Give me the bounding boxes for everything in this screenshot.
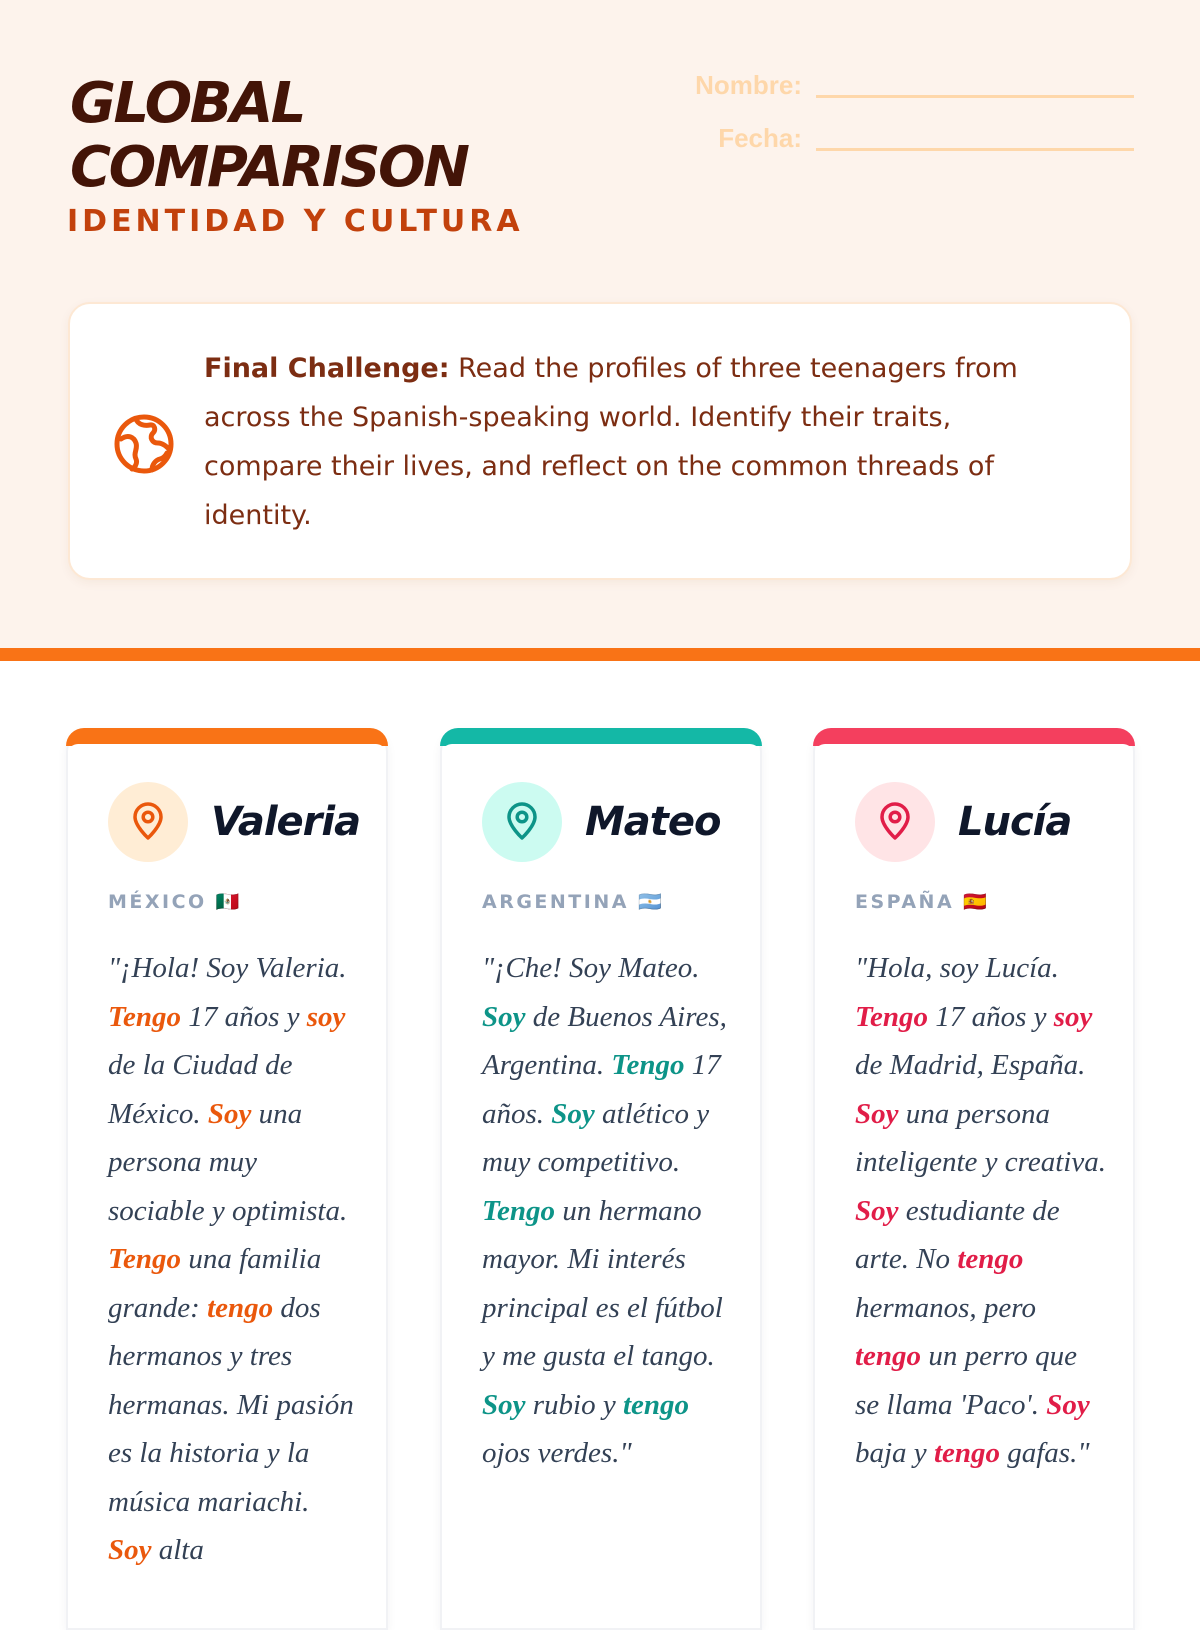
name-field[interactable] bbox=[816, 95, 1134, 98]
avatar bbox=[855, 782, 935, 862]
name-label: Nombre: bbox=[695, 70, 802, 100]
quote-text: dos hermanos y tres hermanas. Mi pasión es la historia y la música mariachi. bbox=[108, 1291, 354, 1518]
quote-text: 17 años y bbox=[928, 1000, 1054, 1033]
quote-text: gafas." bbox=[1000, 1437, 1090, 1469]
challenge-body: Read the profiles of three teenagers from across the Spanish-speaking world. Identify their traits, compare their lives, and reflect on the common threads of identity. bbox=[204, 353, 1018, 531]
quote-text: de Madrid, España. bbox=[855, 1049, 1086, 1081]
highlighted-verb: Soy bbox=[207, 1097, 252, 1130]
profile-quote bbox=[482, 944, 734, 1478]
highlighted-verb: Soy bbox=[482, 1000, 526, 1033]
highlighted-verb: Soy bbox=[855, 1194, 899, 1227]
hero-divider bbox=[0, 648, 1200, 661]
quote-text: estudiante de arte. No bbox=[855, 1194, 1060, 1275]
quote-text: un perro que se llama 'Paco'. bbox=[855, 1340, 1078, 1421]
quote-text: 17 años y bbox=[181, 1000, 307, 1033]
profile-name: Mateo bbox=[585, 799, 721, 845]
map-pin-icon bbox=[503, 802, 541, 842]
profile-name: Valeria bbox=[211, 799, 361, 845]
country-name: ESPAÑA bbox=[855, 891, 955, 913]
quote-text: hermanos, pero bbox=[855, 1291, 1036, 1324]
quote-text: "¡Hola! Soy Valeria. bbox=[108, 952, 347, 984]
date-field-row bbox=[718, 123, 1134, 153]
quote-text: atlético y muy competitivo. bbox=[482, 1097, 710, 1178]
profile-card-lucia bbox=[813, 730, 1135, 1630]
avatar bbox=[482, 782, 562, 862]
profile-card-mateo bbox=[440, 730, 762, 1630]
quote-text: baja y bbox=[855, 1437, 934, 1469]
highlighted-verb: Tengo bbox=[855, 1000, 929, 1033]
page-subtitle: IDENTIDAD Y CULTURA bbox=[67, 204, 524, 239]
map-pin-icon bbox=[876, 802, 914, 842]
quote-text: de la Ciudad de México. bbox=[108, 1049, 293, 1130]
highlighted-verb: tengo bbox=[957, 1243, 1024, 1275]
highlighted-verb: Soy bbox=[1046, 1388, 1090, 1421]
highlighted-verb: Soy bbox=[855, 1097, 899, 1130]
profile-quote bbox=[108, 944, 360, 1575]
highlighted-verb: Tengo bbox=[611, 1049, 685, 1081]
profile-card-valeria bbox=[66, 730, 388, 1630]
quote-text: alta bbox=[151, 1534, 204, 1566]
quote-text: una familia grande: bbox=[108, 1243, 322, 1324]
quote-text: de Buenos Aires, Argentina. bbox=[482, 1000, 727, 1081]
highlighted-verb: Soy bbox=[482, 1388, 526, 1421]
country-name: MÉXICO bbox=[108, 891, 207, 913]
flag-icon: 🇦🇷 bbox=[638, 891, 665, 913]
quote-text: "¡Che! Soy Mateo. bbox=[482, 952, 700, 984]
highlighted-verb: tengo bbox=[207, 1291, 274, 1324]
quote-text: rubio y bbox=[525, 1388, 623, 1421]
name-field-row bbox=[695, 70, 1134, 100]
challenge-box bbox=[68, 302, 1132, 580]
quote-text: una persona muy sociable y optimista. bbox=[108, 1097, 348, 1227]
quote-text: una persona inteligente y creativa. bbox=[855, 1097, 1106, 1178]
highlighted-verb: Soy bbox=[551, 1097, 595, 1130]
quote-text: un hermano mayor. Mi interés principal es el fútbol y me gusta el tango. bbox=[482, 1194, 723, 1372]
quote-text: ojos verdes." bbox=[482, 1437, 632, 1469]
hero-section bbox=[0, 0, 1200, 648]
highlighted-verb: tengo bbox=[622, 1388, 690, 1421]
highlighted-verb: Soy bbox=[108, 1534, 152, 1566]
flag-icon: 🇪🇸 bbox=[963, 891, 990, 913]
avatar bbox=[108, 782, 188, 862]
profile-quote bbox=[855, 944, 1107, 1478]
highlighted-verb: Tengo bbox=[108, 1000, 182, 1033]
date-label: Fecha: bbox=[718, 123, 802, 153]
globe-icon bbox=[112, 412, 176, 476]
profile-country bbox=[482, 890, 664, 913]
highlighted-verb: tengo bbox=[933, 1437, 1000, 1469]
quote-text: 17 años. bbox=[482, 1049, 721, 1130]
highlighted-verb: soy bbox=[1053, 1000, 1093, 1033]
profile-country bbox=[855, 890, 989, 913]
flag-icon: 🇲🇽 bbox=[215, 891, 242, 913]
country-name: ARGENTINA bbox=[482, 891, 629, 913]
challenge-text bbox=[204, 344, 1064, 540]
profile-name: Lucía bbox=[958, 799, 1072, 845]
profile-country bbox=[108, 890, 242, 913]
challenge-lead: Final Challenge: bbox=[204, 353, 450, 384]
highlighted-verb: tengo bbox=[855, 1340, 922, 1372]
highlighted-verb: soy bbox=[306, 1000, 346, 1033]
map-pin-icon bbox=[129, 802, 167, 842]
highlighted-verb: Tengo bbox=[108, 1243, 182, 1275]
page-title: GLOBAL COMPARISON bbox=[70, 71, 468, 200]
date-field[interactable] bbox=[816, 148, 1134, 151]
quote-text: "Hola, soy Lucía. bbox=[855, 952, 1059, 984]
highlighted-verb: Tengo bbox=[482, 1194, 556, 1227]
